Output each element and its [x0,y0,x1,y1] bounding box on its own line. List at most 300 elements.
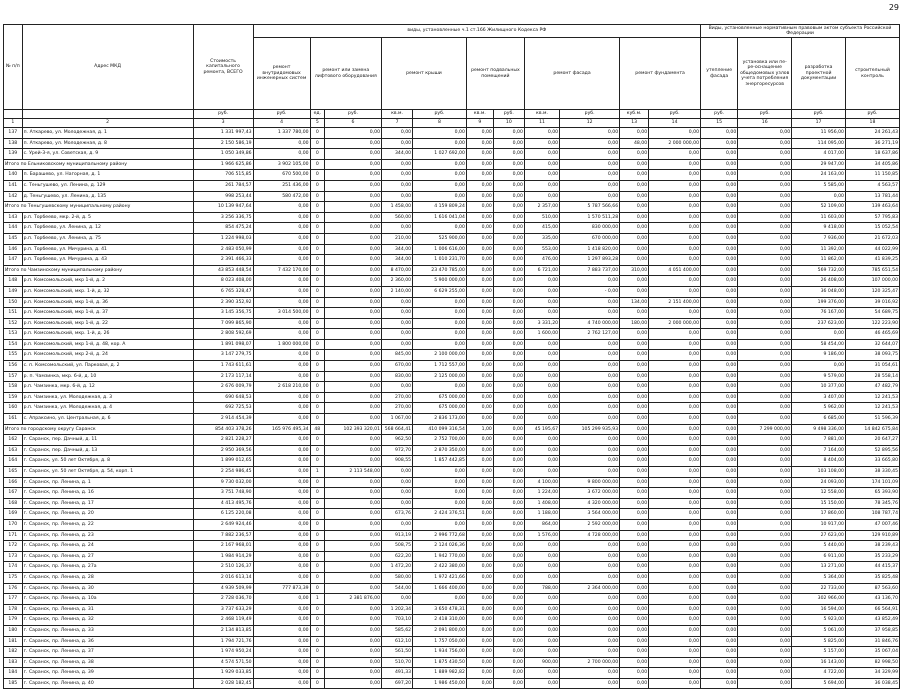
address-cell: г. Саранск, пр. Ленина, д. 36 [22,636,193,647]
cell: 561,50 [382,647,413,658]
cell: 0,00 [620,308,649,319]
cell: 0 [310,233,325,244]
cell: 36 048,00 [792,286,846,297]
total-row [4,159,900,170]
cell: 0,00 [253,414,310,425]
cell: 0,00 [701,212,738,223]
cell: 3 331,20 [524,318,559,329]
cell: 0,00 [620,594,649,605]
cell: 0,00 [701,255,738,266]
cell: 5 440,00 [792,541,846,552]
cell: 476,00 [524,255,559,266]
row-number: 150 [4,297,23,308]
cell: 13 781,44 [845,191,899,202]
row-number: 164 [4,456,23,467]
cell: 0,00 [493,170,524,181]
cell: 0,00 [524,604,559,615]
row-number: 184 [4,668,23,679]
cell: 2 468 119,49 [193,615,253,626]
cell: 0,00 [649,339,701,350]
cell: 66 564,91 [845,604,899,615]
address-cell: р.п. Комсомольский, мкр. 1-й, д. 32 [22,286,193,297]
cell: 0,00 [524,392,559,403]
cell: 0,00 [413,594,467,605]
cell: 20 647,27 [845,435,899,446]
cell: 0,00 [620,350,649,361]
unit-cell: руб. [413,110,467,119]
cell: 0,00 [738,318,792,329]
cell: 2 422 380,00 [413,562,467,573]
cell: 0 [310,159,325,170]
row-number: 166 [4,477,23,488]
address-cell: р.п. Торбеево, ул. Мичурина, д. 43 [22,255,193,266]
cell: 0,00 [649,350,701,361]
cell: 0,00 [701,509,738,520]
cell: 0,00 [493,286,524,297]
cell: 692 725,53 [193,403,253,414]
cell: 0,00 [253,467,310,478]
cell: 3 737 633,29 [193,604,253,615]
table-row [4,636,900,647]
table-row [4,191,900,202]
cell: 29 947,00 [792,159,846,170]
cell: 0,00 [466,583,493,594]
unit-cell: руб. [845,110,899,119]
cell: 0,00 [738,382,792,393]
cell: 0,00 [701,498,738,509]
cell: 0,00 [620,414,649,425]
cell: 0,00 [382,477,413,488]
cell: 0,00 [493,668,524,679]
cell: 845,00 [382,350,413,361]
header-group-2: Виды, установленные нормативным правовым актом субъекта Российской Федерации [701,25,900,38]
row-number: 144 [4,223,23,234]
cell: 0,00 [738,392,792,403]
cell: 122 223,90 [845,318,899,329]
page-number: 29 [888,3,899,12]
cell: 10 917,00 [792,519,846,530]
cell: 36 271,19 [845,138,899,149]
cell: 0,00 [253,678,310,689]
column-number-cell: 10 [493,119,524,128]
row-number: 152 [4,318,23,329]
cell: 0,00 [493,180,524,191]
cell: 0,00 [493,138,524,149]
table-row [4,255,900,266]
unit-cell: руб. [738,110,792,119]
cell: 2 125 000,00 [413,371,467,382]
table-row [4,509,900,520]
row-number: 176 [4,583,23,594]
cell: 0,00 [382,382,413,393]
cell: 0,00 [620,233,649,244]
cell: 0,00 [649,329,701,340]
cell: 0,00 [493,297,524,308]
cell: 0 [310,668,325,679]
cell: 0,00 [493,244,524,255]
cell: 0,00 [738,657,792,668]
cell: 0,00 [620,445,649,456]
cell: 48 [310,424,325,435]
row-number: 183 [4,657,23,668]
cell: 0,00 [325,233,382,244]
cell: 0,00 [524,414,559,425]
total-label: Итого по Теньгушевскому муниципальному району [4,202,194,213]
cell: 2 821 228,27 [193,435,253,446]
cell: 6 629 255,00 [413,286,467,297]
cell: 14 842 675,84 [845,424,899,435]
cell: 0,00 [738,477,792,488]
unit-cell: кв.м. [466,110,493,119]
cell: 9 418,00 [792,223,846,234]
address-cell: г. Саранск, пр. Ленина, д. 16 [22,488,193,499]
cell: 0,00 [738,128,792,139]
total-row [4,424,900,435]
cell: 0,00 [701,286,738,297]
cell: 0,00 [620,456,649,467]
cell: 2 676 009,79 [193,382,253,393]
column-number-cell: 17 [792,119,846,128]
cell: 0 [310,572,325,583]
cell: 1 458,00 [382,202,413,213]
cell: 7 881,00 [792,435,846,446]
cell: 0,00 [649,435,701,446]
cell: 0,00 [325,456,382,467]
address-cell: г. Саранск, пр. Ленина, д. 27 [22,551,193,562]
cell: 1 875 430,50 [413,657,467,668]
cell: 0,00 [493,318,524,329]
unit-cell: руб. [253,110,310,119]
cell: 0,00 [325,562,382,573]
cell: 0,00 [382,170,413,181]
cell: 2 254 986,45 [193,467,253,478]
cell: 0,00 [253,519,310,530]
cell: 0,00 [620,562,649,573]
cell: 0,00 [560,128,620,139]
cell: 0,00 [382,488,413,499]
row-number: 160 [4,403,23,414]
cell: 10 377,00 [792,382,846,393]
cell: 0,00 [701,276,738,287]
cell: 1 576,00 [524,530,559,541]
cell: 0,00 [560,445,620,456]
cell: 0,00 [524,170,559,181]
cell: 0,00 [493,594,524,605]
row-number: 142 [4,191,23,202]
cell: 0,00 [524,371,559,382]
cell: 0,00 [738,572,792,583]
cell: 114 095,00 [792,138,846,149]
cell: 0,00 [560,361,620,372]
cell: 0,00 [325,519,382,530]
cell: 1 891 098,07 [193,339,253,350]
cell: 0,00 [701,519,738,530]
cell: 0,00 [325,276,382,287]
cell: 0,00 [524,562,559,573]
cell: 0,00 [649,371,701,382]
cell: 0,00 [620,647,649,658]
cell: 2 134 813,85 [193,625,253,636]
cell: 0 [310,477,325,488]
address-cell: г. Саранск, пр. Ленина, д. 38 [22,657,193,668]
table-row [4,276,900,287]
row-number: 139 [4,149,23,160]
cell: 0,00 [649,541,701,552]
unit-cell: руб. [649,110,701,119]
cell: 703,10 [382,615,413,626]
cell: 0,00 [253,498,310,509]
cell: 0,00 [466,318,493,329]
cell: 58 454,00 [792,339,846,350]
cell: 0,00 [560,668,620,679]
cell: 0,00 [493,382,524,393]
cell: 0,00 [253,477,310,488]
cell: 0,00 [649,244,701,255]
table-row [4,562,900,573]
table-row [4,170,900,181]
cell: 0,00 [253,435,310,446]
cell: 0,00 [466,180,493,191]
cell: 0,00 [253,329,310,340]
cell: 0,00 [701,392,738,403]
cell: 0,00 [649,636,701,647]
cell: 0,00 [493,308,524,319]
row-number: 168 [4,498,23,509]
cell: 0,00 [738,594,792,605]
cell: 0,00 [560,647,620,658]
cell: 0,00 [701,657,738,668]
cell: 0,00 [701,297,738,308]
cell: 0,00 [649,594,701,605]
cell: 0 [310,519,325,530]
address-cell: п. Аткарево, ул. Молодежная, д. 8 [22,138,193,149]
cell: 4 051 400,00 [649,265,701,276]
cell: 0,00 [493,255,524,266]
cell: 0,00 [325,382,382,393]
cell: 0,00 [560,562,620,573]
cell: 0,00 [738,286,792,297]
cell: 65 393,90 [845,488,899,499]
cell: 0,00 [620,329,649,340]
cell: 0,00 [738,530,792,541]
cell: 32 644,07 [845,339,899,350]
cell: 0,00 [701,265,738,276]
cell: 2 700 000,00 [560,657,620,668]
cell: 0,00 [649,308,701,319]
cell: 0,00 [620,668,649,679]
cell: 0,00 [620,541,649,552]
cell: 7 883 737,00 [560,265,620,276]
cell: 0,00 [382,128,413,139]
cell: 0,00 [325,180,382,191]
cell: 2 150 586,19 [193,138,253,149]
cell: 0,00 [493,647,524,658]
row-number: 161 [4,414,23,425]
cell: 0,00 [649,604,701,615]
cell: 35 825,48 [845,572,899,583]
cell: 3 014 500,00 [253,308,310,319]
units-blank-cell [4,110,23,119]
cell: 0,00 [253,202,310,213]
cell: 0,00 [620,424,649,435]
cell: 0,00 [524,636,559,647]
column-number-cell: 16 [738,119,792,128]
cell: 1 666 400,00 [413,583,467,594]
cell: 47 007,46 [845,519,899,530]
cell: 0,00 [524,668,559,679]
cell: 962,50 [382,435,413,446]
cell: 2 091 800,00 [413,625,467,636]
cell: 0 [310,276,325,287]
cell: 0,00 [466,625,493,636]
cell: 7 936,00 [792,233,846,244]
address-cell: р.п. Чамзинка, ул. Молодежная, д. 3 [22,392,193,403]
row-number: 156 [4,361,23,372]
cell: 0 [310,509,325,520]
cell: 0 [310,678,325,689]
cell: 0,00 [325,212,382,223]
cell: 0,00 [493,371,524,382]
cell: 0 [310,297,325,308]
cell: 12 241,53 [845,392,899,403]
row-number: 165 [4,467,23,478]
cell: 0,00 [560,615,620,626]
cell: 0,00 [493,625,524,636]
row-number: 170 [4,519,23,530]
cell: 1 067,00 [382,414,413,425]
cell: 0,00 [524,625,559,636]
cell: 0,00 [466,572,493,583]
cell: 0,00 [649,286,701,297]
cell: 0,00 [620,276,649,287]
unit-cell: куб.м. [620,110,649,119]
cell: 0,00 [413,297,467,308]
cell: 0 [310,255,325,266]
cell: 0,00 [253,318,310,329]
cell: 0,00 [620,498,649,509]
cell: 675 000,00 [413,403,467,414]
header-num: № п/п [4,25,23,110]
cell: 0 [310,625,325,636]
cell: 544,00 [382,583,413,594]
address-cell: р.п. Торбеево, ул. Ленина, д. 12 [22,223,193,234]
header-col-insulation: утепление фасада [701,38,738,110]
cell: 0,00 [413,498,467,509]
row-number: 169 [4,509,23,520]
cell: 16 143,00 [792,657,846,668]
cell: 0 [310,435,325,446]
cell: 0,00 [325,392,382,403]
cell: 0,00 [382,498,413,509]
cell: 2 028 182,45 [193,678,253,689]
cell: 0,00 [325,265,382,276]
cell: 0,00 [524,382,559,393]
cell: 0,00 [649,456,701,467]
cell: 4 563,57 [845,180,899,191]
cell: 0,00 [738,212,792,223]
cell: 24 163,00 [792,170,846,181]
cell: 0,00 [738,191,792,202]
total-row [4,202,900,213]
cell: 0,00 [649,519,701,530]
cell: 0,00 [649,159,701,170]
cell: 1 984 914,29 [193,551,253,562]
cell: 0,00 [325,551,382,562]
cell: 0,00 [560,625,620,636]
cell: 0,00 [382,223,413,234]
cell: 0,00 [466,149,493,160]
cell: 2 808 592,69 [193,329,253,340]
cell: 0,00 [493,488,524,499]
cell: 11 150,85 [845,170,899,181]
cell: 2 113 548,00 [325,467,382,478]
cell: 1 408,00 [524,498,559,509]
cell: 0,00 [382,467,413,478]
cell: 0,00 [493,562,524,573]
cell: 0,00 [649,477,701,488]
cell: 0,00 [738,615,792,626]
unit-cell: руб. [701,110,738,119]
cell: 0,00 [560,467,620,478]
column-number-cell: 5 [310,119,325,128]
cell: 0,00 [649,170,701,181]
table-row [4,625,900,636]
cell: 0,00 [325,647,382,658]
cell: 0,00 [493,467,524,478]
cell: 1 934 756,00 [413,647,467,658]
cell: 0,00 [649,615,701,626]
cell: 302 966,00 [792,594,846,605]
cell: 0,00 [253,456,310,467]
table-row [4,180,900,191]
cell: 1 974 950,24 [193,647,253,658]
address-cell: р.п. Торбеево, ул. Мичурина, д. 41 [22,244,193,255]
cell: 0 [310,265,325,276]
cell: 36 038,45 [845,678,899,689]
cell: 0,00 [325,191,382,202]
cell: 0,00 [701,530,738,541]
unit-cell: кв.м. [382,110,413,119]
cell: 0,00 [493,583,524,594]
cell: 0,00 [620,657,649,668]
column-number-cell: 14 [649,119,701,128]
cell: 0,00 [701,202,738,213]
cell: 2 424 376,51 [413,509,467,520]
cell: 0,00 [493,678,524,689]
cell: 0,00 [701,636,738,647]
cell: 622,20 [382,551,413,562]
cell: 0,00 [560,551,620,562]
column-numbers-row [4,119,900,128]
cell: 3 902 105,00 [253,159,310,170]
cell: 3 256 336,75 [193,212,253,223]
cell: 43 853 448,54 [193,265,253,276]
address-cell: г. Саранск, пр. Ленина, д. 24 [22,541,193,552]
cell: 0,00 [524,435,559,446]
cell: 34 405,86 [845,159,899,170]
address-cell: р.п. Торбеево, мкр. 2-й, д. 5 [22,212,193,223]
cell: 0,00 [620,604,649,615]
cell: 0,00 [466,329,493,340]
cell: 0,00 [620,392,649,403]
cell: 0,00 [738,180,792,191]
cell: 0,00 [466,286,493,297]
cell: 0,00 [493,329,524,340]
cell: 830 000,00 [560,223,620,234]
cell: 0,00 [325,615,382,626]
cell: 24 093,00 [792,477,846,488]
cell: 4 939 509,99 [193,583,253,594]
